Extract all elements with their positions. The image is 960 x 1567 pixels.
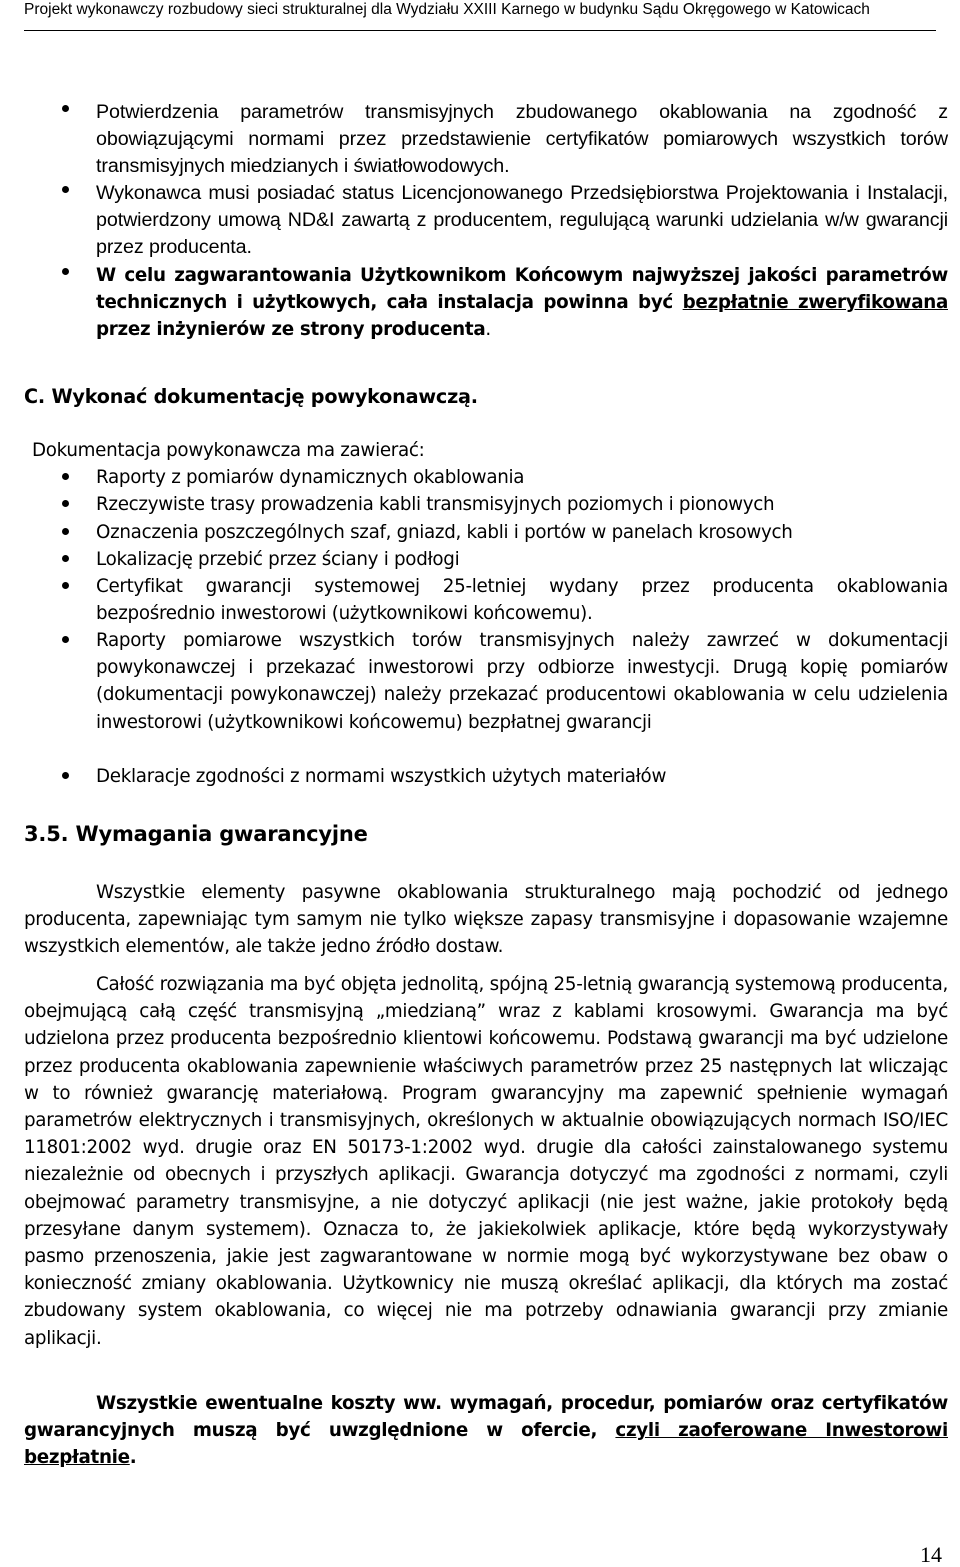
bullet-icon xyxy=(62,186,69,193)
verification-text-2: przez inżynierów ze strony producenta xyxy=(96,319,486,341)
doc-item-7: Deklaracje zgodności z normami wszystkich użytych materiałów xyxy=(96,766,667,787)
warranty-paragraph-1: Wszystkie elementy pasywne okablowania strukturalnego mają pochodzić od jednego producenta, zapewniając tym samym nie tylko większe zapasy transmisyjne i dopasowanie wzajemne wszystkich elementów, ale także jedno źródło dostaw. xyxy=(24,882,948,958)
bullet-item-certificates: Potwierdzenia parametrów transmisyjnych zbudowanego okablowania na zgodność z obowiązującymi normami przez przedstawienie certyfikatów pomiarowych wszystkich torów transmisyjnych miedzianych i światłowodowych. xyxy=(96,101,948,177)
verification-text-end: . xyxy=(485,319,491,341)
bullet-icon xyxy=(62,105,69,112)
warranty-paragraph-3 xyxy=(24,1390,948,1472)
page-header: Projekt wykonawczy rozbudowy sieci strukturalnej dla Wydziału XXIII Karnego w budynku Sądu Okręgowego w Katowicach xyxy=(24,0,936,31)
verification-text-underlined: bezpłatnie zweryfikowana xyxy=(682,292,948,314)
bullet-icon xyxy=(62,528,69,535)
bullet-item-contractor-status: Wykonawca musi posiadać status Licencjonowanego Przedsiębiorstwa Projektowania i Instalacji, potwierdzony umową ND&I zawartą z producentem, regulującą warunki udzielania w/w gwarancji przez producenta. xyxy=(96,182,948,258)
costs-text-1: Wszystkie ewentualne koszty ww. wymagań, procedur, pomiarów oraz certyfikatów gwarancyjnych muszą być uwzględnione w ofercie, xyxy=(24,1393,948,1442)
doc-item-5: Certyfikat gwarancji systemowej 25-letniej wydany przez producenta okablowania bezpośrednio inwestorowi (użytkownikowi końcowemu). xyxy=(96,576,948,625)
bullet-icon xyxy=(62,555,69,562)
bullet-item-verification xyxy=(96,262,948,344)
bullet-icon xyxy=(62,582,69,589)
doc-item-6: Raporty pomiarowe wszystkich torów transmisyjnych należy zawrzeć w dokumentacji powykonawczej i przekazać inwestorowi przy odbiorze inwestycji. Drugą kopię pomiarów (dokumentacji powykonawczej) należy przekazać producentowi okablowania w celu udzielenia inwestorowi (użytkownikowi końcowemu) bezpłatnej gwarancji xyxy=(96,630,948,733)
doc-item-3: Oznaczenia poszczególnych szaf, gniazd, kabli i portów w panelach krosowych xyxy=(96,522,793,543)
verification-text-1: W celu zagwarantowania Użytkownikom Końcowym najwyższej jakości parametrów technicznych i użytkowych, cała instalacja powinna być xyxy=(96,265,948,314)
warranty-paragraph-2: Całość rozwiązania ma być objęta jednolitą, spójną 25-letnią gwarancją systemową producenta, obejmującą całą część transmisyjną „miedzianą” wraz z kablami krosowymi. Gwarancja ma być udzielona przez producenta bezpośrednio klientowi końcowemu. Podstawą gwarancji ma być udzielone przez producenta okablowania zapewnienie właściwych parametrów przez 25 następnych lat wliczając w to również gwarancję materiałową. Program gwarancyjny ma zapewnić spełnienie wymagań parametrów elektrycznych i transmisyjnych, określonych w aktualnie obowiązujących normach ISO/IEC 11801:2002 wyd. drugie oraz EN 50173-1:2002 wyd. drugie dla całości zainstalowanego systemu niezależnie od obecnych i przyszłych aplikacji. Gwarancja dotyczyć ma zgodności z normami, czyli obejmować parametry transmisyjne, a nie dotyczyć aplikacji (nie jest ważne, jakie protokoły będą przesyłane danym systemem). Oznacza to, że jakiekolwiek aplikacje, które będą wykorzystywały pasmo przenoszenia, jakie jest zagwarantowane w normie mogą być wykorzystywane bez obaw o konieczność zmiany okablowania. Użytkownicy nie muszą określać aplikacji, dla których ma zostać zbudowany system okablowania, co więcej nie ma potrzeby odnawiania gwarancji przy zmianie aplikacji. xyxy=(24,974,948,1349)
section-35-heading: 3.5. Wymagania gwarancyjne xyxy=(24,822,368,846)
bullet-icon xyxy=(62,473,69,480)
bullet-icon xyxy=(62,500,69,507)
doc-item-4: Lokalizację przebić przez ściany i podłogi xyxy=(96,549,460,570)
section-c-heading: C. Wykonać dokumentację powykonawczą. xyxy=(24,385,478,408)
doc-item-2: Rzeczywiste trasy prowadzenia kabli transmisyjnych poziomych i pionowych xyxy=(96,494,775,515)
bullet-icon xyxy=(62,772,69,779)
page-number: 14 xyxy=(920,1542,942,1567)
bullet-icon xyxy=(62,268,69,275)
doc-item-1: Raporty z pomiarów dynamicznych okablowania xyxy=(96,467,525,488)
costs-text-end: . xyxy=(129,1447,137,1469)
bullet-icon xyxy=(62,636,69,643)
section-c-intro: Dokumentacja powykonawcza ma zawierać: xyxy=(32,440,425,461)
costs-text-underlined: czyli zaoferowane Inwestorowi bezpłatnie xyxy=(24,1420,948,1469)
